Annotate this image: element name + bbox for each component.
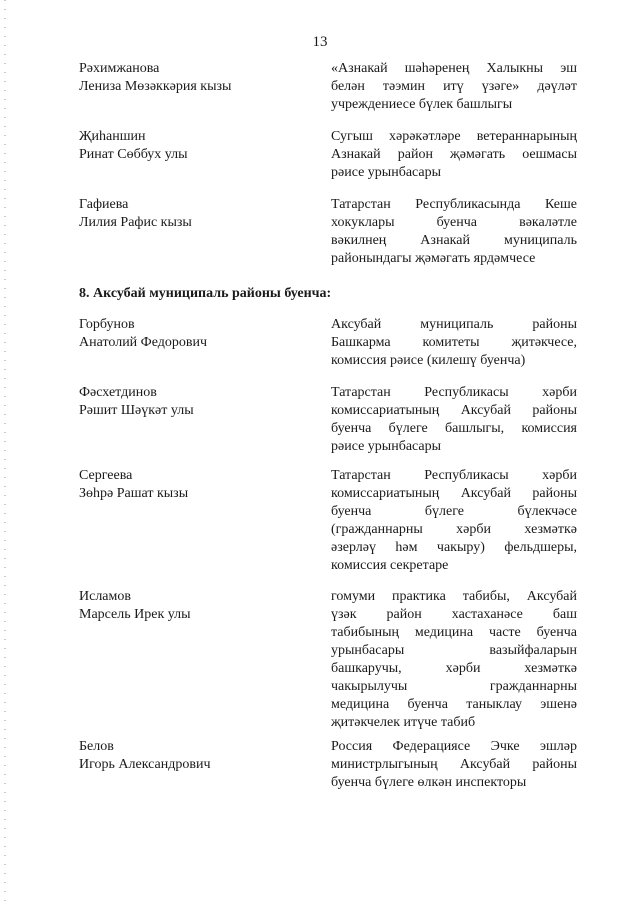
position-line: Башкарма комитеты җитәкчесе, — [331, 335, 577, 350]
position-line: Аксубай муниципаль районы — [331, 317, 577, 332]
position-line: (гражданнарны хәрби хезмәткә — [331, 522, 577, 537]
position-line: белән тәэмин итү үзәге» дәүләт — [331, 79, 577, 94]
person-name — [79, 467, 309, 503]
position-line: буенча бүлеге бүлекчәсе — [331, 504, 577, 519]
person-name — [79, 60, 309, 96]
surname: Җиһаншин — [79, 129, 146, 144]
position-line: комиссия секретаре — [331, 558, 449, 573]
position-line: әзерләү һәм чакыру) фельдшеры, — [331, 540, 577, 555]
given-name: Рәшит Шәүкәт улы — [79, 403, 194, 418]
position-line: рәисе урынбасары — [331, 165, 442, 180]
position-line: чакырылучы гражданнарны — [331, 679, 577, 694]
person-position — [331, 316, 577, 370]
position-line: комиссариатының Аксубай районы — [331, 486, 577, 501]
surname: Белов — [79, 739, 114, 754]
person-name — [79, 588, 309, 624]
position-line: министрлыгының Аксубай районы — [331, 757, 577, 772]
person-name — [79, 384, 309, 420]
person-name — [79, 316, 309, 352]
position-line: үзәк район хастаханәсе баш — [331, 607, 577, 622]
position-line: Татарстан Республикасында Кеше — [331, 197, 577, 212]
given-name: Ринат Сөббух улы — [79, 147, 188, 162]
surname: Горбунов — [79, 317, 135, 332]
given-name: Лилия Рафис кызы — [79, 215, 192, 230]
position-line: буенча бүлеге башлыгы, комиссия — [331, 421, 577, 436]
position-line: вәкилнең Азнакай муниципаль — [331, 233, 577, 248]
given-name: Игорь Александрович — [79, 757, 211, 772]
position-line: «Азнакай шәһәренең Халыкны эш — [331, 61, 577, 76]
person-position — [331, 384, 577, 456]
position-line: урынбасары вазыйфаларын — [331, 643, 577, 658]
person-position — [331, 128, 577, 182]
person-name — [79, 738, 309, 774]
position-line: Татарстан Республикасы хәрби — [331, 385, 577, 400]
given-name: Зөһрә Рашат кызы — [79, 486, 189, 501]
surname: Сергеева — [79, 468, 133, 483]
surname: Рәхимжанова — [79, 61, 160, 76]
person-position — [331, 588, 577, 732]
position-line: башкаручы, хәрби хезмәткә — [331, 661, 577, 676]
surname: Исламов — [79, 589, 131, 604]
person-position — [331, 467, 577, 575]
surname: Фәсхетдинов — [79, 385, 157, 400]
margin-dots — [4, 0, 6, 905]
position-line: комиссия рәисе (килешү буенча) — [331, 353, 526, 368]
position-line: табибының медицина часте буенча — [331, 625, 577, 640]
position-line: Татарстан Республикасы хәрби — [331, 468, 577, 483]
position-line: Азнакай район җәмәгать оешмасы — [331, 147, 577, 162]
position-line: буенча бүлеге өлкән инспекторы — [331, 775, 527, 790]
position-line: Россия Федерациясе Эчке эшләр — [331, 739, 577, 754]
position-line: җитәкчелек итүче табиб — [331, 715, 476, 730]
given-name: Анатолий Федорович — [79, 335, 208, 350]
given-name: Марсель Ирек улы — [79, 607, 191, 622]
person-position — [331, 738, 577, 792]
position-line: медицина буенча таныклау эшенә — [331, 697, 577, 712]
position-line: районындагы җәмәгать ярдәмчесе — [331, 251, 536, 266]
position-line: комиссариатының Аксубай районы — [331, 403, 577, 418]
position-line: хокуклары буенча вәкаләтле — [331, 215, 577, 230]
person-name — [79, 128, 309, 164]
person-position — [331, 60, 577, 114]
position-line: учреждениесе бүлек башлыгы — [331, 97, 513, 112]
position-line: рәисе урынбасары — [331, 439, 442, 454]
position-line: гомуми практика табибы, Аксубай — [331, 589, 577, 604]
person-name — [79, 196, 309, 232]
given-name: Лениза Мөзәккәрия кызы — [79, 79, 232, 94]
surname: Гафиева — [79, 197, 129, 212]
section-heading: 8. Аксубай муниципаль районы буенча: — [79, 286, 332, 301]
position-line: Сугыш хәрәкәтләре ветераннарының — [331, 129, 577, 144]
person-position — [331, 196, 577, 268]
page-number: 13 — [312, 34, 328, 50]
